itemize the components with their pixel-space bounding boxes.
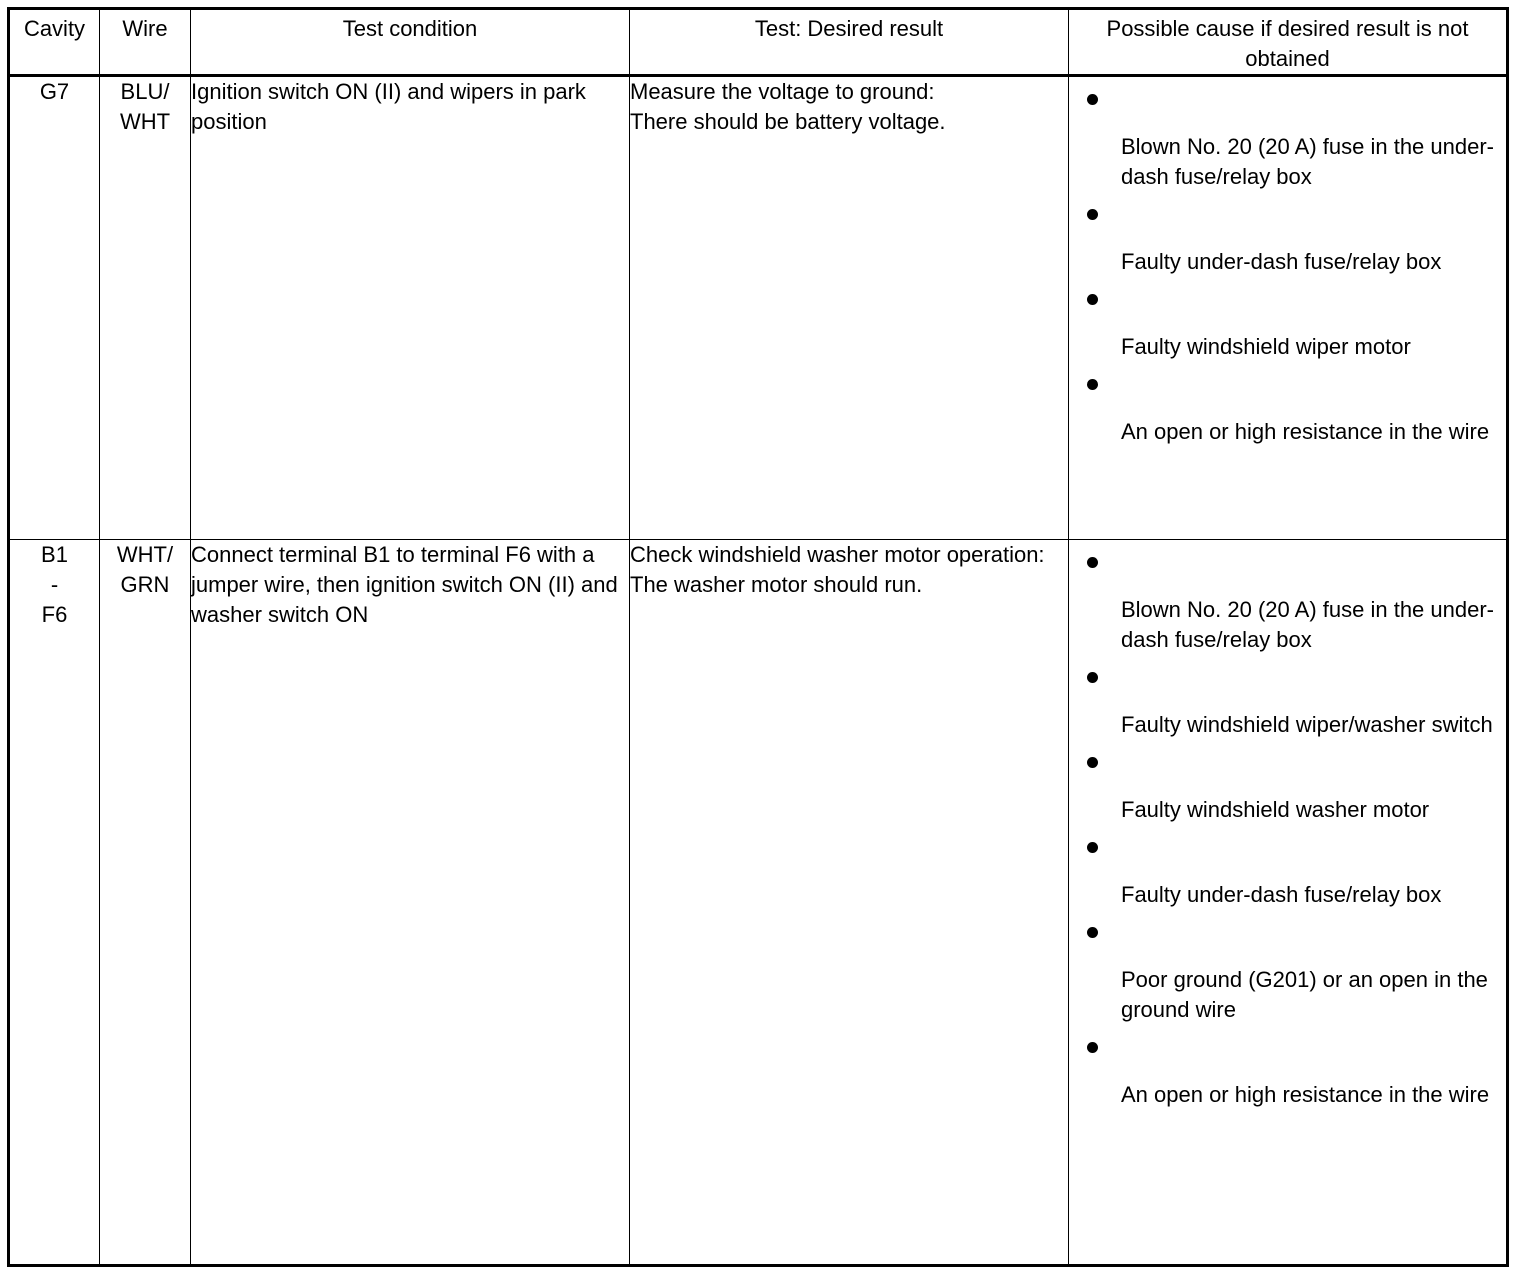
bullet-icon	[1087, 283, 1506, 313]
cavity-cell	[9, 76, 100, 540]
desired-result-cell	[630, 76, 1069, 540]
cause-text: Blown No. 20 (20 A) fuse in the under-dash fuse/relay box	[1121, 134, 1494, 189]
cause-text: Faulty windshield wiper motor	[1121, 334, 1411, 359]
header-desired-result: Test: Desired result	[630, 9, 1069, 76]
result-line: Check windshield washer motor operation:	[630, 542, 1045, 567]
header-possible-cause: Possible cause if desired result is not obtained	[1069, 9, 1508, 76]
list-item	[1087, 661, 1506, 740]
wire-label: WHT	[119, 109, 171, 134]
cavity-label: F6	[41, 602, 68, 627]
result-line: There should be battery voltage.	[630, 109, 946, 134]
wire-label: BLU/	[120, 79, 170, 104]
test-condition-cell: Connect terminal B1 to terminal F6 with a jumper wire, then ignition switch ON (II) and washer switch ON	[191, 540, 630, 1266]
table-row	[9, 540, 1508, 1266]
cavity-label: B1	[41, 542, 68, 567]
header-cavity: Cavity	[9, 9, 100, 76]
bullet-icon	[1087, 916, 1506, 946]
bullet-icon	[1087, 368, 1506, 398]
bullet-icon	[1087, 83, 1506, 113]
list-item	[1087, 546, 1506, 655]
bullet-icon	[1087, 198, 1506, 228]
wire-label: GRN	[120, 572, 170, 597]
wire-cell	[100, 540, 191, 1266]
list-item	[1087, 198, 1506, 277]
list-item	[1087, 283, 1506, 362]
cavity-label: -	[50, 572, 59, 597]
bullet-icon	[1087, 1031, 1506, 1061]
bullet-icon	[1087, 746, 1506, 776]
cause-text: Faulty windshield wiper/washer switch	[1121, 712, 1493, 737]
list-item	[1087, 746, 1506, 825]
wire-label: WHT/	[116, 542, 174, 567]
cause-list	[1069, 83, 1506, 447]
cause-text: Faulty windshield washer motor	[1121, 797, 1430, 822]
list-item	[1087, 1031, 1506, 1110]
cavity-label: G7	[39, 79, 70, 104]
desired-result-cell	[630, 540, 1069, 1266]
possible-cause-cell	[1069, 76, 1508, 540]
cause-text: Blown No. 20 (20 A) fuse in the under-dash fuse/relay box	[1121, 597, 1494, 652]
list-item	[1087, 83, 1506, 192]
cavity-cell	[9, 540, 100, 1266]
result-line: The washer motor should run.	[630, 572, 923, 597]
table-row	[9, 76, 1508, 540]
list-item	[1087, 831, 1506, 910]
header-test-condition: Test condition	[191, 9, 630, 76]
header-wire: Wire	[100, 9, 191, 76]
cause-text: An open or high resistance in the wire	[1121, 419, 1490, 444]
cause-text: Faulty under-dash fuse/relay box	[1121, 882, 1442, 907]
bullet-icon	[1087, 661, 1506, 691]
list-item	[1087, 916, 1506, 1025]
header-row	[9, 9, 1508, 76]
cause-text: An open or high resistance in the wire	[1121, 1082, 1490, 1107]
diagnostic-table	[7, 7, 1509, 1267]
cause-text: Poor ground (G201) or an open in the ground wire	[1121, 967, 1488, 1022]
bullet-icon	[1087, 546, 1506, 576]
possible-cause-cell	[1069, 540, 1508, 1266]
cause-list	[1069, 546, 1506, 1110]
result-line: Measure the voltage to ground:	[630, 79, 935, 104]
test-condition-cell: Ignition switch ON (II) and wipers in park position	[191, 76, 630, 540]
wire-cell	[100, 76, 191, 540]
cause-text: Faulty under-dash fuse/relay box	[1121, 249, 1442, 274]
list-item	[1087, 368, 1506, 447]
bullet-icon	[1087, 831, 1506, 861]
